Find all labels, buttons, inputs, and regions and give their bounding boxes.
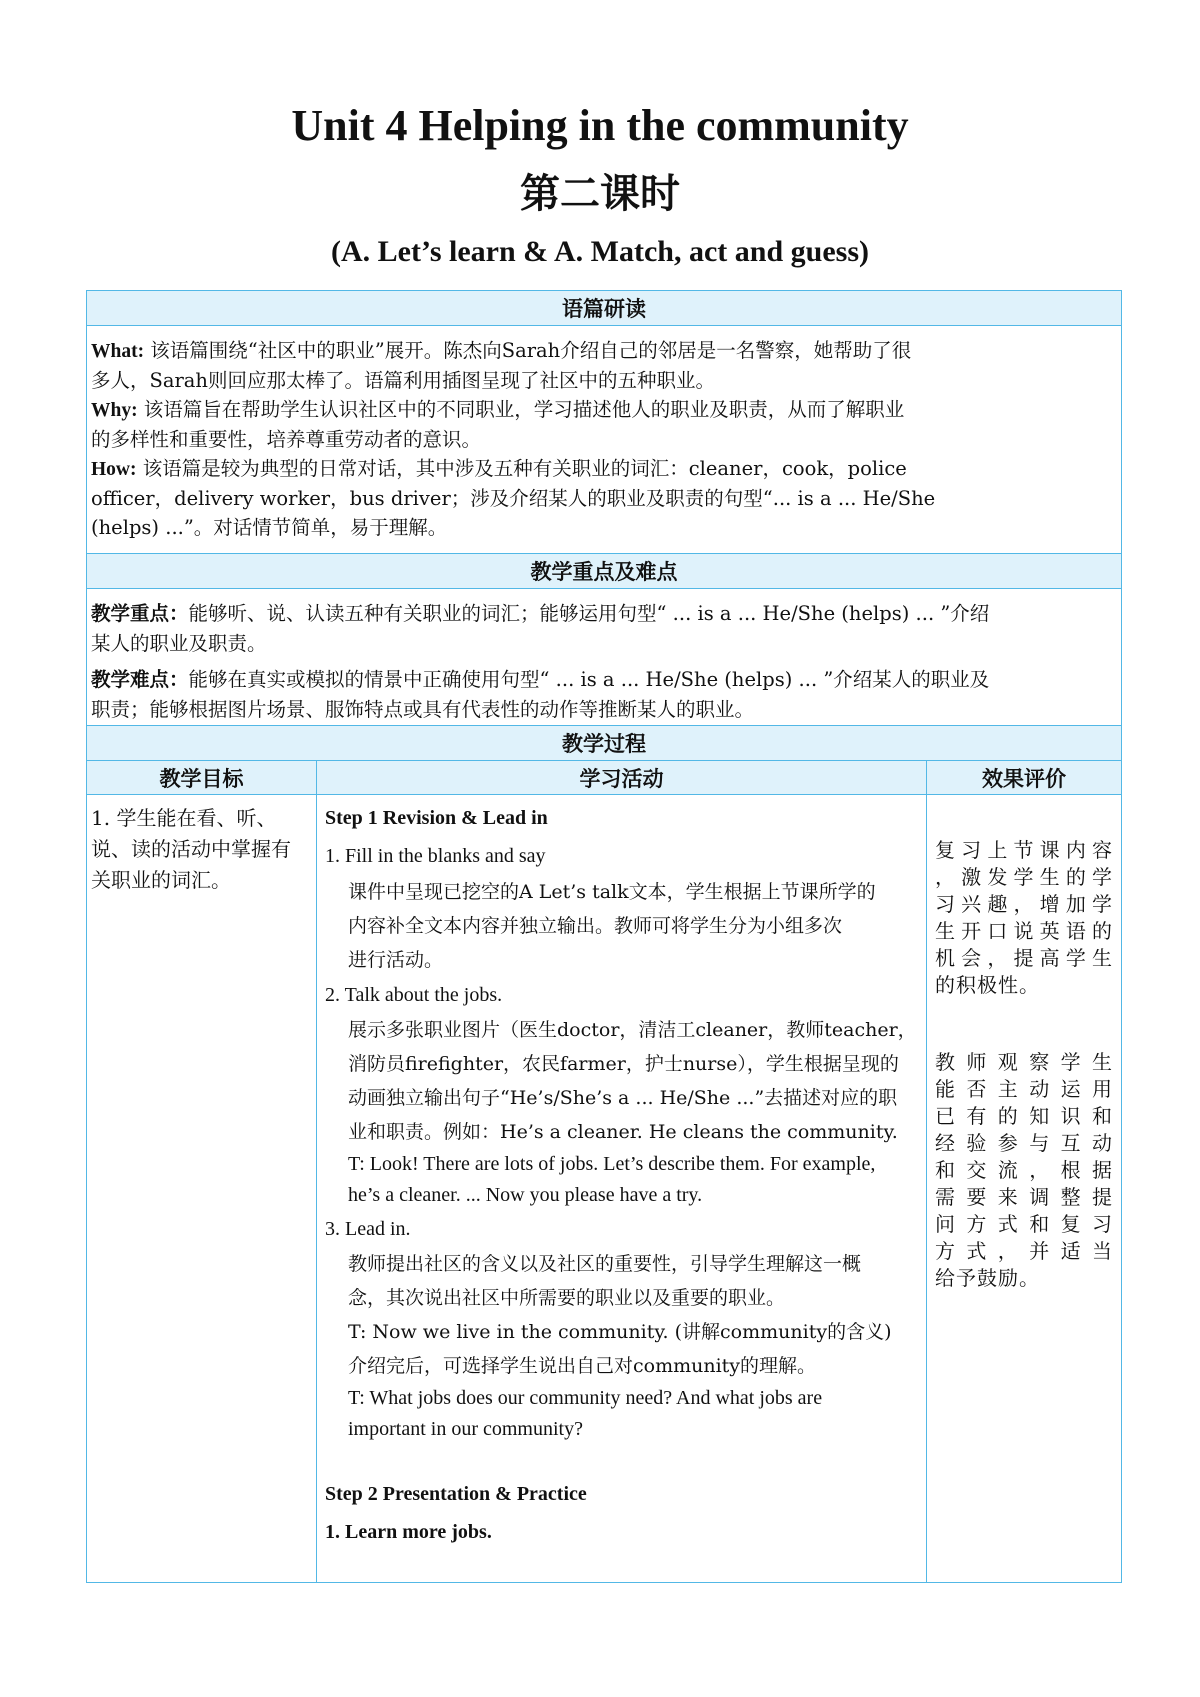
eval2-line-1: 教师观察学生 (935, 1050, 1114, 1074)
what-line-2: 多人，Sarah则回应那太棒了。语篇利用插图呈现了社区中的五种职业。 (91, 369, 715, 392)
step2-item1: 1. Learn more jobs. (325, 1521, 492, 1543)
difficulty-line-2: 职责；能够根据图片场景、服饰特点或具有代表性的动作等推断某人的职业。 (91, 698, 755, 721)
item3-line-5: T: What jobs does our community need? And what jobs are (348, 1387, 823, 1409)
item2-line-3: 动画独立输出句子“He’s/She’s a ... He/She ...”去描述对应的职 (348, 1087, 898, 1109)
eval1-line-5: 机会，提高学生 (935, 946, 1114, 970)
how-line-2: officer，delivery worker，bus driver；涉及介绍某人的职业及职责的句型“... is a ... He/She (91, 487, 936, 510)
item1-line-3: 进行活动。 (348, 949, 444, 971)
step1-heading: Step 1 Revision & Lead in (325, 807, 548, 829)
item3-line-1: 教师提出社区的含义以及社区的重要性，引导学生理解这一概 (348, 1253, 862, 1275)
key-point-text: 能够听、说、认读五种有关职业的词汇；能够运用句型“ ... is a ... He/She (helps) ... ”介绍 (188, 602, 990, 625)
step2-heading: Step 2 Presentation & Practice (325, 1483, 587, 1505)
activity-content (317, 795, 926, 1551)
eval-block-2 (935, 1049, 1113, 1292)
goal-line-2: 说、读的活动中掌握有 (91, 837, 291, 861)
item2-line-1: 展示多张职业图片（医生doctor，清洁工cleaner，教师teacher， (348, 1019, 917, 1041)
focus-row (87, 589, 1122, 726)
analysis-heading-row (87, 291, 1122, 326)
eval1-line-6: 的积极性。 (935, 973, 1040, 997)
item2-line-6: he’s a cleaner. ... Now you please have a try. (348, 1184, 703, 1206)
difficulty-line (91, 665, 1117, 695)
eval2-line-3: 已有的知识和 (935, 1104, 1114, 1128)
page-title: Unit 4 Helping in the community (291, 101, 909, 150)
eval1-line-3: 习兴趣，增加学 (935, 892, 1114, 916)
item3-line-2: 念，其次说出社区中所需要的职业以及重要的职业。 (348, 1287, 786, 1309)
eval2-line-5: 和交流，根据 (935, 1158, 1114, 1182)
eval2-line-4: 经验参与互动 (935, 1131, 1114, 1155)
how-line-3: (helps) ...”。对话情节简单，易于理解。 (91, 516, 448, 539)
analysis-heading: 语篇研读 (87, 291, 1122, 326)
step1-item3: 3. Lead in. (325, 1218, 411, 1240)
why-line (91, 395, 1117, 425)
goal-text (87, 795, 316, 896)
step-spacer (325, 1445, 920, 1475)
goal-cell (87, 795, 317, 1583)
what-line (91, 336, 1117, 366)
why-text: 该语篇旨在帮助学生认识社区中的不同职业，学习描述他人的职业及职责，从而了解职业 (137, 398, 905, 421)
key-point-line-2: 某人的职业及职责。 (91, 632, 267, 655)
analysis-text (87, 326, 1121, 542)
item2-line-2: 消防员firefighter，农民farmer，护士nurse），学生根据呈现的 (348, 1053, 899, 1075)
goal-line-3: 关职业的词汇。 (91, 868, 231, 892)
item1-line-2: 内容补全文本内容并独立输出。教师可将学生分为小组多次 (348, 915, 843, 937)
what-text: 该语篇围绕“社区中的职业”展开。陈杰向Sarah介绍自己的邻居是一名警察，她帮助了很 (144, 339, 912, 362)
activity-cell (317, 795, 927, 1583)
eval-cell (927, 795, 1122, 1583)
focus-heading-row (87, 554, 1122, 589)
how-line (91, 454, 1117, 484)
column-goal-header: 教学目标 (87, 761, 317, 795)
why-label: Why: (91, 400, 138, 421)
process-heading: 教学过程 (87, 726, 1122, 761)
eval-block-1 (935, 837, 1113, 999)
difficulty-label: 教学难点： (91, 668, 189, 691)
analysis-row (87, 326, 1122, 554)
item2-line-5: T: Look! There are lots of jobs. Let’s describe them. For example, (348, 1153, 876, 1175)
key-point-label: 教学重点： (91, 602, 189, 625)
process-heading-row (87, 726, 1122, 761)
eval1-line-2: ，激发学生的学 (935, 865, 1114, 889)
eval2-line-6: 需要来调整提 (935, 1185, 1114, 1209)
focus-heading: 教学重点及难点 (87, 554, 1122, 589)
eval1-line-1: 复习上节课内容 (935, 838, 1114, 862)
page-subtitle: 第二课时 (520, 171, 680, 217)
lesson-title: (A. Let’s learn & A. Match, act and guess) (331, 235, 869, 268)
step1-item1: 1. Fill in the blanks and say (325, 845, 546, 867)
focus-cell (87, 589, 1122, 726)
analysis-cell (87, 326, 1122, 554)
process-row-1 (87, 795, 1122, 1583)
what-label: What: (91, 341, 145, 362)
eval-spacer (935, 999, 1113, 1049)
eval1-line-4: 生开口说英语的 (935, 919, 1114, 943)
process-columns-row (87, 761, 1122, 795)
how-text: 该语篇是较为典型的日常对话，其中涉及五种有关职业的词汇：cleaner，cook，police (136, 457, 907, 480)
difficulty-text: 能够在真实或模拟的情景中正确使用句型“ ... is a ... He/She (helps) ... ”介绍某人的职业及 (188, 668, 990, 691)
eval-content (927, 795, 1121, 1292)
item2-line-4: 业和职责。例如：He’s a cleaner. He cleans the community. (348, 1121, 898, 1143)
goal-line-1: 1. 学生能在看、听、 (91, 806, 277, 830)
item3-line-6: important in our community? (348, 1418, 583, 1440)
item3-line-3: T: Now we live in the community. (讲解community的含义) (348, 1321, 892, 1343)
eval2-line-9: 给予鼓励。 (935, 1266, 1040, 1290)
eval2-line-7: 问方式和复习 (935, 1212, 1114, 1236)
lesson-plan-table (86, 290, 1122, 1583)
eval2-line-2: 能否主动运用 (935, 1077, 1114, 1101)
item3-line-4: 介绍完后，可选择学生说出自己对community的理解。 (348, 1355, 817, 1377)
column-eval-header: 效果评价 (927, 761, 1122, 795)
how-label: How: (91, 459, 137, 480)
focus-text (87, 589, 1121, 725)
why-line-2: 的多样性和重要性，培养尊重劳动者的意识。 (91, 428, 482, 451)
key-point-line (91, 599, 1117, 629)
step1-item2: 2. Talk about the jobs. (325, 984, 503, 1006)
item1-line-1: 课件中呈现已挖空的A Let’s talk文本，学生根据上节课所学的 (348, 881, 876, 903)
column-activity-header: 学习活动 (317, 761, 927, 795)
eval2-line-8: 方式，并适当 (935, 1239, 1114, 1263)
